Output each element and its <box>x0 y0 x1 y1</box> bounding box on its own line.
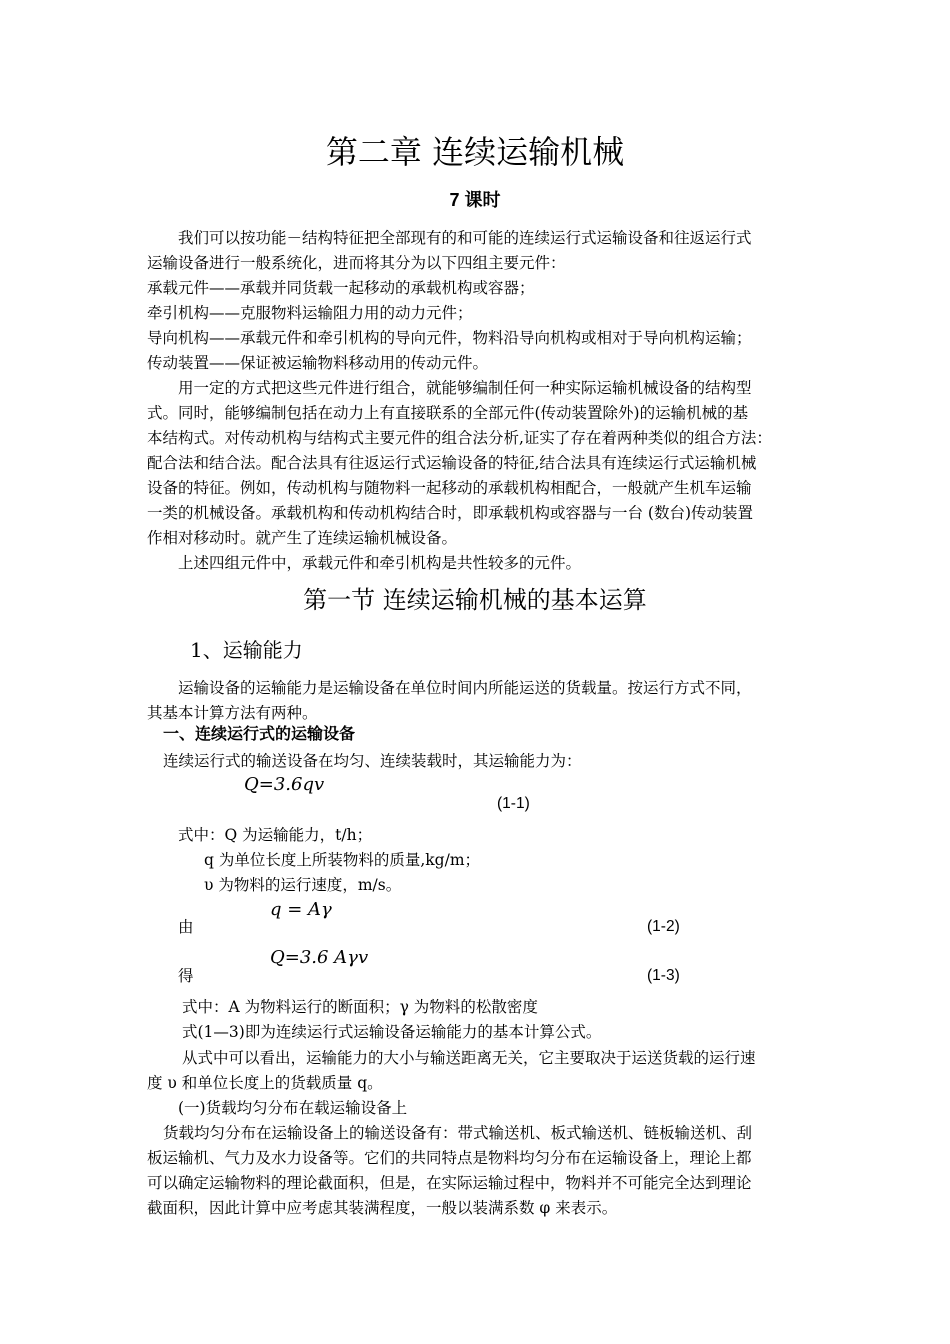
paragraph-line: 度 υ 和单位长度上的货载质量 q。 <box>147 1074 383 1092</box>
paragraph-line: 截面积，因此计算中应考虑其装满程度，一般以装满系数 φ 来表示。 <box>147 1199 618 1217</box>
chapter-title: 第二章 连续运输机械 <box>325 133 625 171</box>
where-line: q 为单位长度上所装物料的质量,kg/m； <box>204 851 481 869</box>
subsection-title: 1、运输能力 <box>190 638 303 662</box>
equation-1-number: (1-1) <box>497 795 530 812</box>
where-line: υ 为物料的运行速度，m/s。 <box>204 876 402 894</box>
paragraph-line: 作相对移动时。就产生了连续运输机械设备。 <box>147 529 458 547</box>
where-line: 式中：A 为物料运行的断面积；γ 为物料的松散密度 <box>182 998 538 1016</box>
paragraph-line: 从式中可以看出，运输能力的大小与输送距离无关，它主要取决于运送货载的运行速 <box>182 1049 756 1067</box>
component-item: 导向机构——承载元件和牵引机构的导向元件，物料沿导向机构或相对于导向机构运输； <box>147 329 752 347</box>
paragraph-line: 配合法和结合法。配合法具有往返运行式运输设备的特征,结合法具有连续运行式运输机械 <box>147 454 757 472</box>
paragraph-line: 连续运行式的输送设备在均匀、连续装载时，其运输能力为： <box>163 752 582 770</box>
heading-continuous: 一、连续运行式的运输设备 <box>163 726 356 743</box>
intro-line-1: 我们可以按功能－结构特征把全部现有的和可能的连续运行式运输设备和往返运行式 <box>178 229 752 247</box>
paragraph-line: 用一定的方式把这些元件进行组合，就能够编制任何一种实际运输机械设备的结构型 <box>178 379 752 397</box>
paragraph-line: 一类的机械设备。承载机构和传动机构结合时，即承载机构或容器与一台 (数台)传动装置 <box>147 504 754 522</box>
equation-3: Q=3.6 Aγv <box>270 947 369 968</box>
section-title: 第一节 连续运输机械的基本运算 <box>303 586 647 614</box>
paragraph-line: 式(1—3)即为连续运行式运输设备运输能力的基本计算公式。 <box>182 1023 602 1041</box>
intro-line-2: 运输设备进行一般系统化，进而将其分为以下四组主要元件： <box>147 254 566 272</box>
paragraph-line: 设备的特征。例如，传动机构与随物料一起移动的承载机构相配合，一般就产生机车运输 <box>147 479 752 497</box>
paragraph-line: 式。同时，能够编制包括在动力上有直接联系的全部元件(传动装置除外)的运输机械的基 <box>147 404 749 422</box>
where-line: 式中：Q 为运输能力，t/h； <box>178 826 373 844</box>
equation-2-number: (1-2) <box>647 918 680 935</box>
paragraph-line: 本结构式。对传动机构与结构式主要元件的组合法分析,证实了存在着两种类似的组合方法： <box>147 429 772 447</box>
component-item: 牵引机构——克服物料运输阻力用的动力元件； <box>147 304 473 322</box>
equation-2-prefix: 由 <box>178 918 194 936</box>
equation-3-number: (1-3) <box>647 967 680 984</box>
paragraph-line: 其基本计算方法有两种。 <box>147 704 318 722</box>
equation-3-prefix: 得 <box>178 967 194 985</box>
paragraph-line: 货载均匀分布在运输设备上的输送设备有：带式输送机、板式输送机、链板输送机、刮 <box>163 1124 753 1142</box>
paragraph-line: 可以确定运输物料的理论截面积，但是，在实际运输过程中，物料并不可能完全达到理论 <box>147 1174 752 1192</box>
class-hours: 7 课时 <box>449 190 501 210</box>
equation-2: q = Aγ <box>270 899 332 920</box>
paragraph-line: 上述四组元件中，承载元件和牵引机构是共性较多的元件。 <box>178 554 582 572</box>
paragraph-line: 运输设备的运输能力是运输设备在单位时间内所能运送的货载量。按运行方式不同， <box>178 679 752 697</box>
paragraph-line: 板运输机、气力及水力设备等。它们的共同特点是物料均匀分布在运输设备上，理论上都 <box>147 1149 752 1167</box>
sub-heading: (一)货载均匀分布在载运输设备上 <box>178 1099 408 1117</box>
component-item: 传动装置——保证被运输物料移动用的传动元件。 <box>147 354 489 372</box>
component-item: 承载元件——承载并同货载一起移动的承载机构或容器； <box>147 279 535 297</box>
equation-1: Q=3.6qv <box>244 774 325 795</box>
